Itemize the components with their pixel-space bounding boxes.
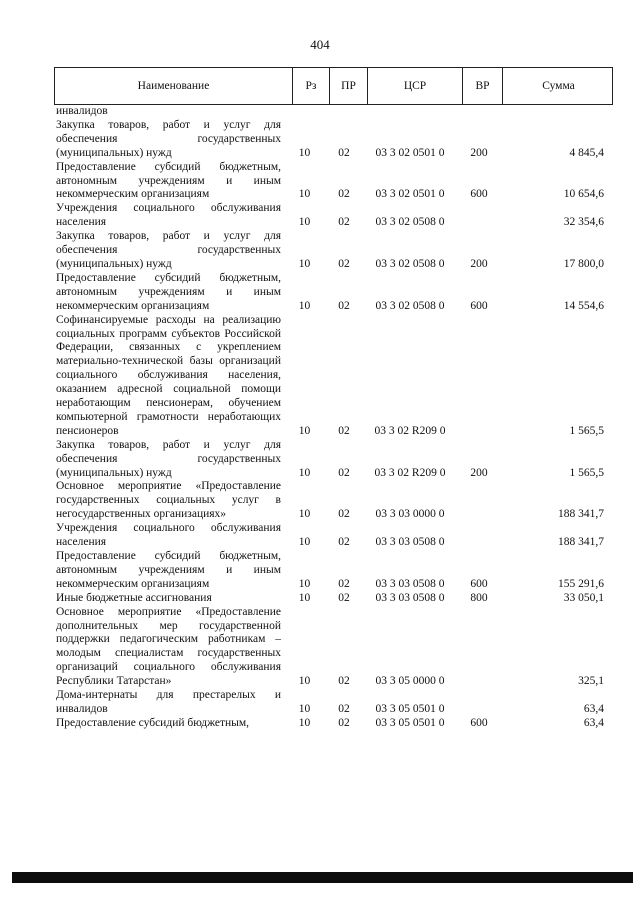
row-csr: 03 3 05 0501 0 [375,702,445,715]
row-rz: 10 [298,716,311,729]
row-pr: 02 [338,299,350,312]
row-vr: 600 [470,577,488,590]
row-csr: 03 3 02 0508 0 [375,257,445,270]
row-rz: 10 [298,188,311,201]
row-rz: 10 [298,591,311,604]
row-pr: 02 [338,577,350,590]
row-name: Основное мероприятие «Предоставление государственных социальных услуг в негосударственных организациях» [56,480,281,521]
row-sum: 4 845,4 [569,146,604,159]
table-row [56,314,616,439]
row-name: инвалидов [56,105,108,117]
header-rz: Рз [292,68,329,104]
row-rz: 10 [298,466,311,479]
row-sum: 325,1 [578,675,604,688]
row-name: Предоставление субсидий бюджетным, автономным учреждениям и иным некоммерческим организациям [56,160,281,201]
row-sum: 188 341,7 [558,508,604,521]
header-pr: ПР [329,68,367,104]
row-sum: 17 800,0 [563,257,604,270]
row-sum: 63,4 [583,702,604,715]
row-csr: 03 3 02 0501 0 [375,188,445,201]
row-vr: 200 [470,257,488,270]
row-rz: 10 [298,508,311,521]
table-body [56,105,616,731]
row-sum: 1 565,5 [569,466,604,479]
row-name: Иные бюджетные ассигнования [56,591,212,604]
table-row [56,202,616,230]
row-vr: 600 [470,716,488,729]
row-csr: 03 3 03 0508 0 [375,577,445,590]
row-csr: 03 3 02 0508 0 [375,299,445,312]
row-sum: 33 050,1 [563,591,604,604]
row-name: Закупка товаров, работ и услуг для обеспечения государственных (муниципальных) нужд [56,438,281,479]
row-rz: 10 [298,257,311,270]
row-rz: 10 [298,577,311,590]
row-csr: 03 3 03 0000 0 [375,508,445,521]
row-csr: 03 3 03 0508 0 [375,536,445,549]
table-row [56,105,616,119]
row-csr: 03 3 02 0501 0 [375,146,445,159]
row-sum: 10 654,6 [563,188,604,201]
row-sum: 155 291,6 [558,577,604,590]
row-sum: 1 565,5 [569,424,604,437]
row-vr: 600 [470,188,488,201]
page-number: 404 [310,37,330,52]
header-csr: ЦСР [367,68,462,104]
row-sum: 32 354,6 [563,216,604,229]
row-pr: 02 [338,216,350,229]
row-pr: 02 [338,257,350,270]
row-rz: 10 [298,424,311,437]
row-csr: 03 3 05 0000 0 [375,675,445,688]
table-row [56,689,616,717]
row-name: Софинансируемые расходы на реализацию социальных программ субъектов Российской Федерации, связанных с укреплением материально-технической базы организаций социального обслуживания населения, оказанием адресной социальной помощи неработающим пенсионерам, обучением компьютерной грамотности неработающих пенсионеров [56,313,281,437]
row-name: Основное мероприятие «Предоставление дополнительных мер государственной поддержки педагогическим работникам – молодым специалистам государственных организаций социального обслуживания Республики Татарстан» [56,605,281,688]
row-sum: 188 341,7 [558,536,604,549]
row-csr: 03 3 03 0508 0 [375,591,445,604]
row-rz: 10 [298,675,311,688]
table-row [56,592,616,606]
table-row [56,119,616,161]
row-vr: 200 [470,146,488,159]
row-name: Предоставление субсидий бюджетным, автономным учреждениям и иным некоммерческим организациям [56,271,281,312]
row-pr: 02 [338,675,350,688]
table-row [56,480,616,522]
header-vr: ВР [462,68,502,104]
row-pr: 02 [338,591,350,604]
row-rz: 10 [298,299,311,312]
table-row [56,439,616,481]
row-vr: 200 [470,466,488,479]
row-pr: 02 [338,466,350,479]
table-row [56,161,616,203]
table-row [56,272,616,314]
row-csr: 03 3 02 R209 0 [374,424,446,437]
row-name: Закупка товаров, работ и услуг для обеспечения государственных (муниципальных) нужд [56,230,281,270]
row-pr: 02 [338,424,350,437]
table-row [56,550,616,592]
row-name: Предоставление субсидий бюджетным, автономным учреждениям и иным некоммерческим организациям [56,550,281,590]
row-name: Дома-интернаты для престарелых и инвалидов [56,689,281,715]
row-name: Учреждения социального обслуживания населения [56,522,281,549]
header-sum: Сумма [502,68,614,104]
row-vr: 800 [470,591,488,604]
row-name: Предоставление субсидий бюджетным, [56,716,250,729]
row-csr: 03 3 02 R209 0 [374,466,446,479]
row-rz: 10 [298,536,311,549]
row-pr: 02 [338,702,350,715]
row-pr: 02 [338,188,350,201]
row-sum: 14 554,6 [563,299,604,312]
row-name: Закупка товаров, работ и услуг для обеспечения государственных (муниципальных) нужд [56,118,281,159]
row-sum: 63,4 [583,716,604,729]
table-row [56,522,616,550]
table-row [56,606,616,689]
header-name: Наименование [137,80,210,92]
row-pr: 02 [338,508,350,521]
row-rz: 10 [298,702,311,715]
row-rz: 10 [298,216,311,229]
row-name: Учреждения социального обслуживания населения [56,202,281,229]
table-header [54,67,613,105]
row-rz: 10 [298,146,311,159]
row-csr: 03 3 02 0508 0 [375,216,445,229]
table-row [56,717,616,731]
row-csr: 03 3 05 0501 0 [375,716,445,729]
row-pr: 02 [338,146,350,159]
table-row [56,230,616,272]
scan-edge-bar [12,872,633,883]
row-vr: 600 [470,299,488,312]
row-pr: 02 [338,716,350,729]
row-pr: 02 [338,536,350,549]
